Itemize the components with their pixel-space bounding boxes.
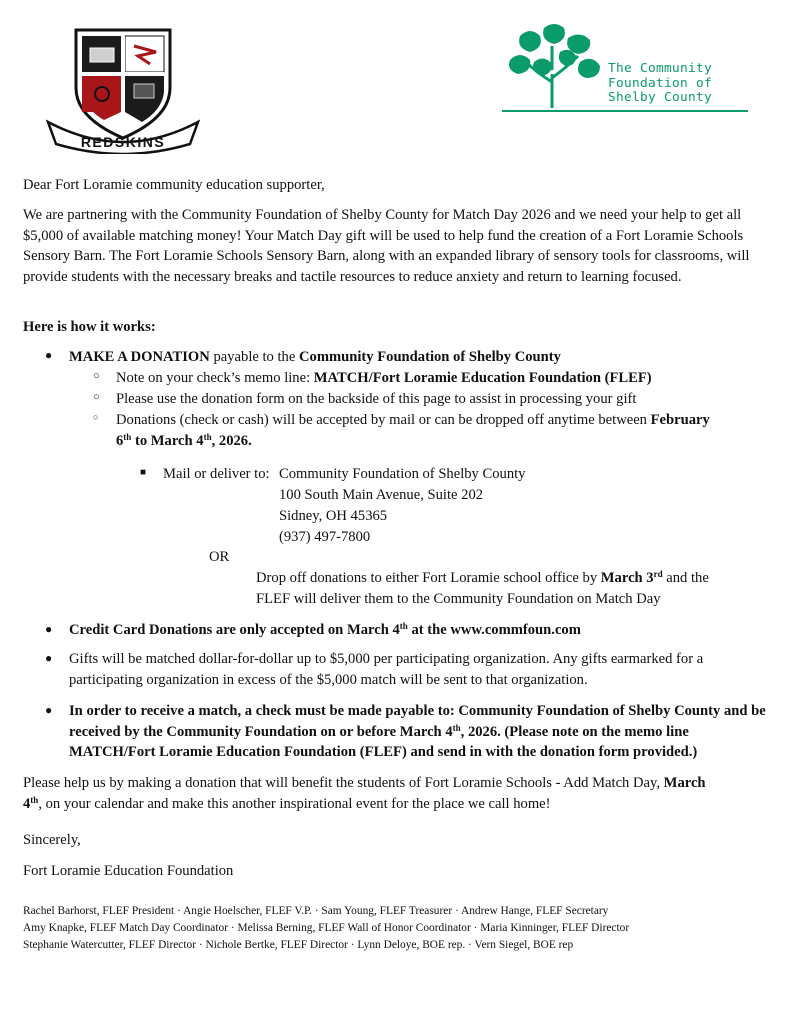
credit-card-bold-2: at the www.commfoun.com	[407, 622, 581, 638]
drop-off-sup: rd	[653, 569, 663, 579]
bullet-credit-card	[69, 620, 769, 641]
make-donation-bold: MAKE A DONATION	[69, 349, 210, 365]
address-phone: (937) 497-7800	[279, 529, 371, 545]
drop-off-date: March 3	[600, 570, 654, 586]
closing-text-2: , on your calendar and make this another inspirational event for the place we call home!	[38, 795, 551, 812]
address-line-2: 100 South Main Avenue, Suite 202	[279, 487, 484, 503]
bullet-dot: ●	[45, 651, 53, 665]
donation-window-march: to March 4	[131, 432, 204, 449]
cf-line-3: Shelby County	[608, 90, 713, 105]
mail-label: Mail or deliver to:	[163, 466, 270, 482]
match-requirements-bold-2: , 2026. (Please note on the memo line MATCH/Fort Loramie Education Foundation (FLEF) and send in with the donation form provided.)	[69, 723, 698, 760]
closing-text-1: Please help us by making a donation that will benefit the students of Fort Loramie Schools - Add Match Day,	[23, 775, 664, 791]
how-it-works-heading	[23, 317, 771, 338]
make-donation-mid: payable to the	[209, 349, 299, 365]
donation-window-february: February	[650, 412, 710, 428]
how-it-works-heading-text: Here is how it works:	[23, 319, 156, 335]
cf-underline	[502, 110, 748, 112]
board-line-2: Amy Knapke, FLEF Match Day Coordinator · Melissa Berning, FLEF Wall of Honor Coordinator · Maria Kinninger, FLEF Director	[23, 922, 630, 934]
board-member-list	[23, 903, 629, 954]
intro-paragraph: We are partnering with the Community Foundation of Shelby County for Match Day 2026 and we need your help to get all $5,000 of available matching money! Your Match Day gift will be used to help fund the creation of a Fort Loramie Schools Sensory Barn. The Fort Loramie Schools Sensory Barn, along with an expanded library of sensory tools for classrooms, will provide students with the necessary breaks and tactile resources to reduce anxiety and return to learning focused.	[23, 207, 750, 285]
drop-off-text-2: and the	[662, 570, 709, 586]
signature: Fort Loramie Education Foundation	[23, 863, 234, 879]
drop-off-text	[256, 568, 766, 609]
redskins-crest-logo	[46, 26, 200, 154]
bullet-dot: ●	[45, 703, 53, 717]
bullet-make-donation	[69, 347, 769, 368]
memo-line-text: Note on your check’s memo line:	[116, 370, 314, 386]
small-circle-bullet: ○	[93, 412, 99, 422]
match-requirements-sup: th	[452, 722, 461, 733]
cf-line-1: The Community	[608, 61, 713, 76]
subbullet-memo-line	[116, 368, 776, 389]
make-donation-payee: Community Foundation of Shelby County	[298, 349, 561, 365]
memo-line-bold: MATCH/Fort Loramie Education Foundation (FLEF)	[313, 370, 652, 386]
board-line-1: Rachel Barhorst, FLEF President · Angie Hoelscher, FLEF V.P. · Sam Young, FLEF Treasurer · Andrew Hange, FLEF Secretary	[23, 905, 609, 917]
closing-sup: th	[30, 794, 39, 805]
subbullet-donation-form: Please use the donation form on the backside of this page to assist in processing your gift	[116, 391, 637, 407]
cf-line-2: Foundation of	[608, 75, 713, 91]
donation-window-sup2: th	[203, 431, 212, 442]
credit-card-sup: th	[399, 621, 408, 631]
or-label: OR	[209, 549, 230, 565]
square-bullet: ■	[140, 467, 147, 478]
donation-window-sup1: th	[123, 431, 132, 442]
closing-paragraph	[23, 773, 763, 814]
board-line-3: Stephanie Watercutter, FLEF Director · Nichole Bertke, FLEF Director · Lynn Deloye, BOE rep. · Vern Siegel, BOE rep	[23, 939, 574, 951]
crest-banner-text: REDSKINS	[80, 134, 166, 150]
address-line-3: Sidney, OH 45365	[279, 508, 388, 524]
bullet-dot: ●	[45, 622, 53, 636]
bullet-dot: ●	[45, 348, 53, 362]
community-foundation-wordmark	[608, 62, 712, 106]
circle-bullet: ○	[93, 370, 100, 382]
bullet-match-requirements	[69, 701, 774, 763]
greeting: Dear Fort Loramie community education supporter,	[23, 177, 325, 193]
drop-off-text-1: Drop off donations to either Fort Loramie school office by	[256, 570, 601, 586]
credit-card-bold-1: Credit Card Donations are only accepted on March 4	[69, 622, 400, 638]
bullet-matching-gifts: Gifts will be matched dollar-for-dollar up to $5,000 per participating organization. Any gifts earmarked for a participating organization in excess of the $5,000 match will be sent to that organization.	[69, 651, 704, 688]
donation-window-day: 6	[116, 432, 124, 449]
donation-window-text: Donations (check or cash) will be accepted by mail or can be dropped off anytime between	[116, 412, 651, 428]
closing-day: 4	[23, 795, 31, 812]
subbullet-donation-window	[116, 410, 756, 451]
donation-window-year: , 2026.	[211, 432, 252, 449]
drop-off-text-3: FLEF will deliver them to the Community Foundation on Match Day	[256, 590, 661, 607]
match-requirements-bold-1: In order to receive a match, a check must be made payable to: Community Foundation of Shelby County and be received by the Community Foundation on or before March 4	[69, 703, 766, 740]
address-line-1: Community Foundation of Shelby County	[279, 466, 526, 482]
closing-march: March	[663, 775, 706, 791]
signoff: Sincerely,	[23, 832, 81, 848]
circle-bullet: ○	[93, 391, 100, 403]
